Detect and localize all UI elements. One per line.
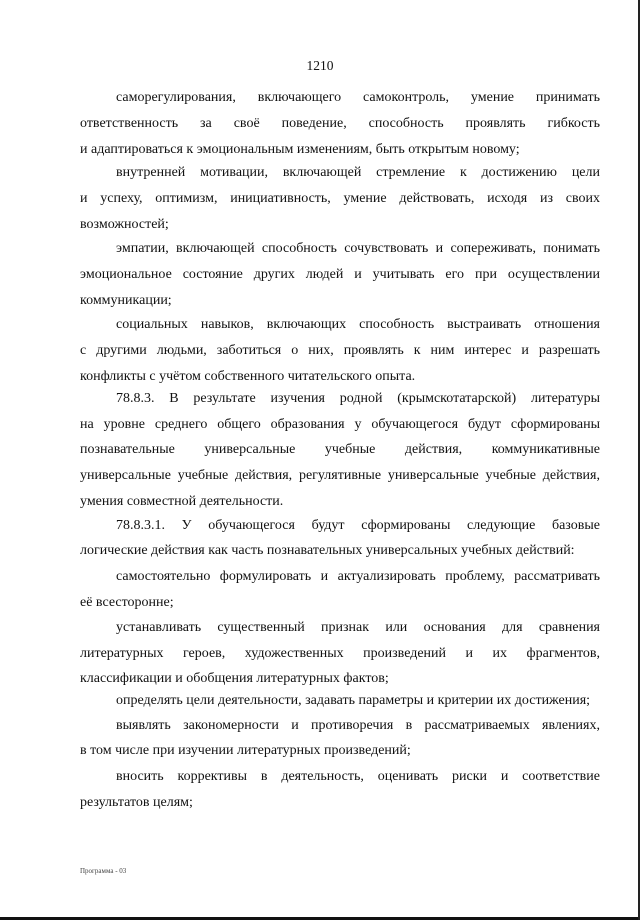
text-line: эмпатии, включающей способность сочувствовать и сопереживать, понимать [116,241,600,256]
section-heading-line: 78.8.3. В результате изучения родной (крымскотатарской) литературы [116,391,600,406]
text-line: возможностей; [80,217,169,232]
text-line: умения совместной деятельности. [80,494,284,509]
text-line: её всесторонне; [80,595,174,610]
text-line: определять цели деятельности, задавать параметры и критерии их достижения; [116,693,591,708]
text-line: саморегулирования, включающего самоконтроль, умение принимать [116,90,600,105]
text-line: литературных героев, художественных произведений и их фрагментов, [80,646,600,661]
text-line: конфликты с учётом собственного читательского опыта. [80,369,416,384]
text-line: и адаптироваться к эмоциональным изменениям, быть открытым новому; [80,142,520,157]
text-line: выявлять закономерности и противоречия в рассматриваемых явлениях, [116,718,600,733]
section-heading-line: 78.8.3.1. У обучающегося будут сформированы следующие базовые [116,518,600,533]
text-line: классификации и обобщения литературных фактов; [80,671,389,686]
text-line: с другими людьми, заботиться о них, проявлять к ним интерес и разрешать [80,343,600,358]
text-line: коммуникации; [80,293,172,308]
page-number: 1210 [306,58,334,73]
text-line: внутренней мотивации, включающей стремление к достижению цели [116,165,600,180]
text-line: самостоятельно формулировать и актуализировать проблему, рассматривать [116,569,600,584]
text-line: на уровне среднего общего образования у обучающегося будут сформированы [80,417,600,432]
text-line: устанавливать существенный признак или основания для сравнения [116,620,600,635]
page-footer: Программа - 03 [80,867,127,875]
text-line: универсальные учебные действия, регулятивные универсальные учебные действия, [80,468,600,483]
text-line: ответственность за своё поведение, способность проявлять гибкость [80,116,600,131]
text-line: результатов целям; [80,795,193,810]
text-line: эмоциональное состояние других людей и учитывать его при осуществлении [80,267,600,282]
text-line: и успеху, оптимизм, инициативность, умение действовать, исходя из своих [80,191,600,206]
text-line: логические действия как часть познавательных универсальных учебных действий: [80,543,575,558]
text-line: познавательные универсальные учебные действия, коммуникативные [80,442,600,457]
text-line: вносить коррективы в деятельность, оценивать риски и соответствие [116,769,600,784]
text-line: социальных навыков, включающих способность выстраивать отношения [116,317,600,332]
text-line: в том числе при изучении литературных произведений; [80,743,411,758]
